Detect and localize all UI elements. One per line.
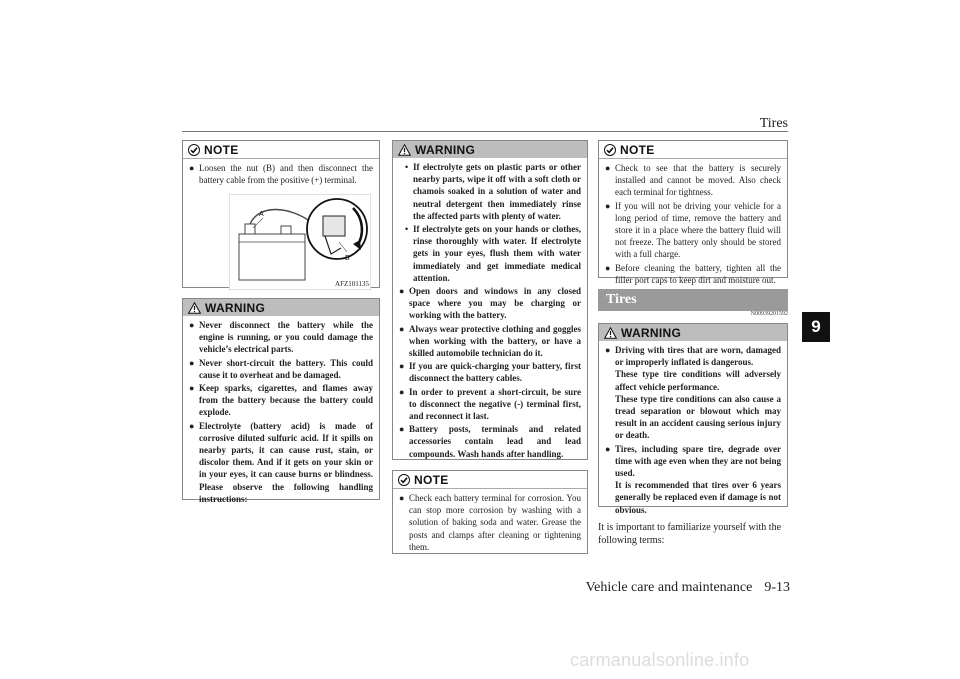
list-item: ● Before cleaning the battery, tighten all the filler port caps to keep dirt and moisture out. (605, 262, 781, 285)
list-item: ● Loosen the nut (B) and then disconnect the battery cable from the positive (+) terminal. (189, 163, 373, 186)
battery-illustration (229, 194, 371, 290)
list-item: ● Never disconnect the battery while the engine is running, or you could damage the vehicle’s electrical parts. (189, 320, 373, 355)
sub-list-item: • If electrolyte gets on plastic parts or other nearby parts, wipe it off with a soft cloth or chamois soaked in a solution of water and neutral detergent then immediately rinse the affected parts with plenty of water. (405, 162, 581, 221)
running-title: Tires (759, 116, 788, 131)
note-box-corrosion (392, 470, 588, 554)
info-icon (188, 144, 200, 156)
warning-line: It is recommended that tires over 6 years generally be replaced even if damage is not obvious. (615, 480, 781, 515)
note-box-battery-storage (598, 140, 788, 285)
note-title: NOTE (620, 142, 655, 157)
list-item: ● Always wear protective clothing and goggles when working with the battery, or have a skilled automobile technician do it. (399, 323, 581, 359)
note-header (393, 471, 587, 489)
list-item: ● Keep sparks, cigarettes, and flames away from the battery because the battery could explode. (189, 383, 373, 418)
warning-header (183, 299, 379, 316)
body-paragraph: It is important to familiarize yourself with the following terms: (598, 522, 782, 546)
warning-title: WARNING (205, 300, 266, 315)
warning-box-battery (182, 298, 380, 504)
warning-box-tires (598, 323, 788, 515)
list-item: ● Check to see that the battery is securely installed and cannot be moved. Also check each terminal for tightness. (605, 163, 781, 198)
note-title: NOTE (414, 472, 449, 487)
warning-line: Tires, including spare tire, degrade over time with age even when they are not being used. (615, 443, 781, 479)
list-item: ● If you will not be driving your vehicle for a long period of time, remove the battery and store it in a place where the battery fluid will not freeze. The battery only should be stored with a full charge. (605, 200, 781, 260)
note-header (599, 141, 787, 159)
warning-header (599, 324, 787, 341)
warning-header (393, 141, 587, 158)
warning-triangle-icon (398, 144, 411, 156)
footer-section: Vehicle care and maintenance (585, 580, 753, 595)
list-item: ● Battery posts, terminals and related accessories contain lead and lead compounds. Wash hands after handling. (399, 424, 581, 459)
warning-triangle-icon (188, 302, 201, 314)
warning-box-electrolyte (392, 140, 588, 460)
warning-line: Driving with tires that are worn, damaged or improperly inflated is dangerous. (615, 345, 781, 368)
section-code: N00939201592 (750, 311, 788, 317)
warning-line: These type tire conditions will adversely affect vehicle performance. (615, 369, 781, 392)
list-item: ● Driving with tires that are worn, damaged or improperly inflated is dangerous. These type tire conditions will adversely affect vehicle performance. These type tire conditions can also cause a tread separation or blowout which may result in an accident causing serious injury or death. (605, 345, 781, 441)
label-a: A (259, 211, 264, 219)
info-icon (398, 474, 410, 486)
note-title: NOTE (204, 142, 239, 157)
list-item: ● Open doors and windows in any closed space where you may be charging or working with the battery. (399, 286, 581, 321)
warning-triangle-icon (604, 327, 617, 339)
header-rule (182, 131, 788, 132)
info-icon (604, 144, 616, 156)
page-number: 9-13 (764, 580, 790, 595)
watermark: carmanualsonline.info (570, 650, 750, 670)
section-heading-tires: Tires (598, 289, 788, 311)
note-header (183, 141, 379, 159)
list-item: ● If you are quick-charging your battery, first disconnect the battery cables. (399, 361, 581, 384)
list-item: ● Tires, including spare tire, degrade over time with age even when they are not being used. It is recommended that tires over 6 years generally be replaced even if damage is not obvious. (605, 443, 781, 515)
list-item: ● In order to prevent a short-circuit, be sure to disconnect the negative (-) terminal first, and reconnect it last. (399, 386, 581, 422)
label-b: B (345, 255, 350, 263)
warning-title: WARNING (621, 325, 682, 340)
sub-list-item: • If electrolyte gets on your hands or clothes, rinse thoroughly with water. If electrolyte gets in your eyes, flush them with water immediately and get immediate medical attention. (405, 224, 581, 283)
list-item: ● Never short-circuit the battery. This could cause it to overheat and be damaged. (189, 357, 373, 380)
chapter-tab: 9 (802, 312, 830, 342)
list-item: ● Check each battery terminal for corrosion. You can stop more corrosion by washing with a solution of baking soda and water. Grease the posts and clamps after cleaning or tightening them. (399, 493, 581, 552)
list-item: ● Electrolyte (battery acid) is made of corrosive diluted sulfuric acid. If it spills on nearby parts, it can cause rust, stain, or discolor them. And if it gets on your skin or in your eyes, it can cause burns or blindness. Please observe the following handling instructions: (189, 420, 373, 504)
warning-title: WARNING (415, 142, 476, 157)
page-footer (560, 580, 790, 596)
warning-line: These type tire conditions can also cause a tread separation or blowout which may result in an accident causing serious injury or death. (615, 393, 781, 441)
note-box-battery-cable (182, 140, 380, 288)
figure-code: AFZ101135 (335, 280, 369, 289)
